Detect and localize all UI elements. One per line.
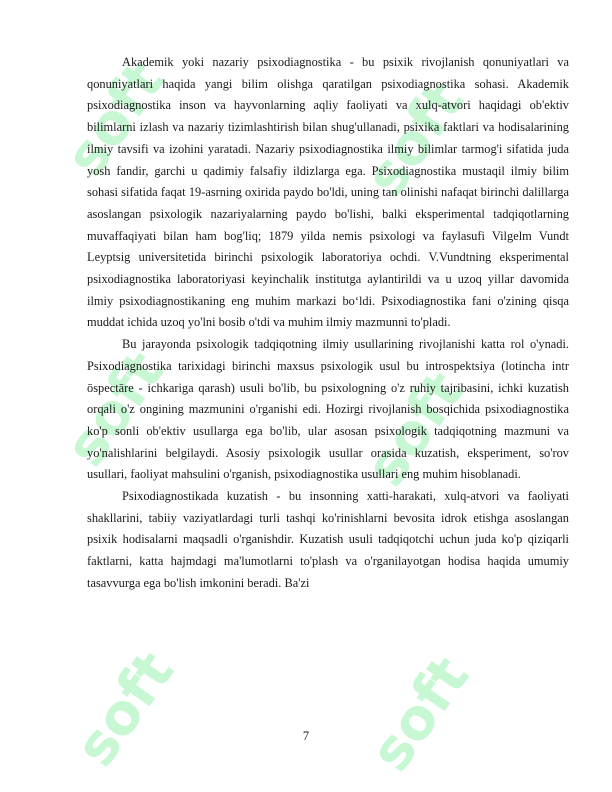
watermark-text: soft (63, 640, 187, 779)
page-number: 7 (302, 729, 310, 743)
paragraph-2: Bu jarayonda psixologik tadqiqotning ilmiy usullarining rivojlanishi katta rol o'ynadi. Psixodiagnostika tarixidagi birinchi maxsus psixologik usul bu introspektsiya (lotincha intr ōspectāre - ichkariga qarash) usuli bo'lib, bu psixologning o'z ruhiy tajribasini, ichki kuzatish orqali o'z ongining mazmunini o'rganishi edi. Hozirgi rivojlanish bosqichida psixodiagnostika ko'p sonli ob'ektiv usullarga ega bo'lib, ular asosan psixologik tadqiqotning mazmuni va yo'nalishlarini belgilaydi. Asosiy psixologik usullar orasida kuzatish, eksperiment, so'rov usullari, faoliyat mahsulini o'rganish, psixodiagnostika usullari eng muhim hisoblanadi. (87, 337, 569, 482)
document-body (87, 52, 569, 595)
watermark-text: soft (53, 340, 177, 479)
paragraph-3: Psixodiagnostikada kuzatish - bu insonning xatti-harakati, xulq-atvori va faoliyati shakllarini, tabiiy vaziyatlardagi turli tashqi ko'rinishlarni bevosita idrok etishga asoslangan psixik hodisalarni maqsadli o'rganishdir. Kuzatish usuli tadqiqotchi uchun juda ko'p qiziqarli faktlarni, katta hajmdagi ma'lumotlarni to'plash va o'rganilayotgan hodisa haqida umumiy tasavvurga ega bo'lish imkonini beradi. Ba'zi (87, 489, 569, 590)
watermark-text: soft (353, 70, 477, 209)
watermark-text: soft (53, 50, 177, 189)
watermark-text: soft (353, 360, 477, 499)
watermark-text: soft (358, 645, 482, 784)
paragraph-1: Akademik yoki nazariy psixodiagnostika - bu psixik rivojlanish qonuniyatlari va qonuniyatlari haqida yangi bilim olishga qaratilgan psixodiagnostika sohasi. Akademik psixodiagnostika inson va hayvonlarning aqliy faoliyati va xulq-atvori haqidagi ob'ektiv bilimlarni izlash va nazariy tizimlashtirish bilan shug'ullanadi, psixika faktlari va hodisalarining ilmiy tavsifi va izohini yaratadi. Nazariy psixodiagnostika ilmiy bilimlar tarmog'i sifatida juda yosh fandir, garchi u qadimiy falsafiy ildizlarga ega. Psixodiagnostika mustaqil ilmiy bilim sohasi sifatida faqat 19-asrning oxirida paydo bo'ldi, uning tan olinishi nafaqat birinchi dalillarga asoslangan psixologik nazariyalarning paydo bo'lishi, balki eksperimental tadqiqotlarning muvaffaqiyati bilan ham bog'liq; 1879 yilda nemis psixologi va faylasufi Vilgelm Vundt Leyptsig universitetida birinchi psixologik laboratoriya ochdi. V.Vundtning eksperimental psixodiagnostika laboratoriyasi keyinchalik institutga aylantirildi va u uzoq yillar davomida ilmiy psixodiagnostikaning eng muhim markazi bo‘ldi. Psixodiagnostika fani o'zining qisqa muddat ichida uzoq yo'lni bosib o'tdi va muhim ilmiy mazmunni to'pladi. (87, 55, 569, 330)
